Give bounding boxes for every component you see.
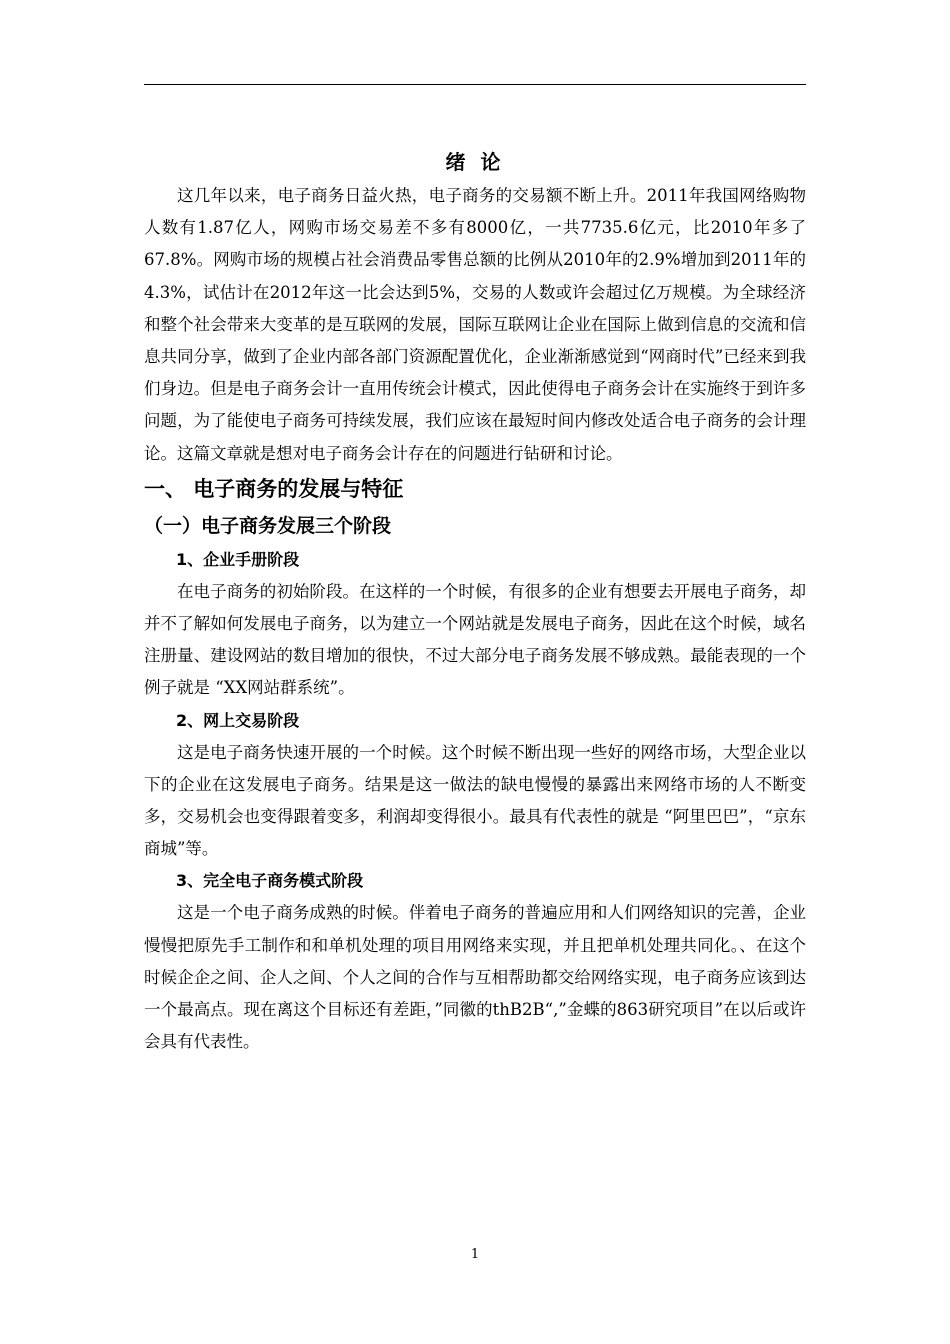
stage-heading: 2、网上交易阶段 [176, 710, 300, 730]
document-title: 绪 论 [445, 150, 505, 174]
page-content [144, 144, 806, 1058]
subsection-heading: （一）电子商务发展三个阶段 [144, 514, 392, 537]
stage-paragraph: 这是电子商务快速开展的一个时候。这个时候不断出现一些好的网络市场，大型企业以下的企业在这发展电子商务。结果是这一做法的缺电慢慢的暴露出来网络市场的人不断变多，交易机会也变得跟着变多，利润却变得很小。最具有代表性的就是 “阿里巴巴”，“京东商城”等。 [144, 742, 806, 859]
stage-heading: 3、完全电子商务模式阶段 [176, 871, 364, 891]
stage-heading: 1、企业手册阶段 [176, 549, 300, 569]
header-rule [144, 84, 806, 85]
stage-paragraph: 这是一个电子商务成熟的时候。伴着电子商务的普遍应用和人们网络知识的完善，企业慢慢把原先手工制作和和单机处理的项目用网络来实现，并且把单机处理共同化。、在这个时候企企之间、企人之间、个人之间的合作与互相帮助都交给网络实现，电子商务应该到达一个最高点。现在离这个目标还有差距，”同徽的thB2B“,”金蝶的863研究项目”在以后或许会具有代表性。 [144, 903, 806, 1052]
page-number: 1 [470, 1247, 480, 1262]
intro-paragraph: 这几年以来，电子商务日益火热，电子商务的交易额不断上升。2011年我国网络购物人数有1.87亿人，网购市场交易差不多有8000亿，一共7735.6亿元，比2010年多了67.8%。网购市场的规模占社会消费品零售总额的比例从2010年的2.9%增加到2011年的4.3%，试估计在2012年这一比会达到5%，交易的人数或许会超过亿万规模。为全球经济和整个社会带来大变革的是互联网的发展，国际互联网让企业在国际上做到信息的交流和信息共同分享，做到了企业内部各部门资源配置优化，企业渐渐感觉到“网商时代”已经来到我们身边。但是电子商务会计一直用传统会计模式，因此使得电子商务会计在实施终于到许多问题，为了能使电子商务可持续发展，我们应该在最短时间内修改处适合电子商务的会计理论。这篇文章就是想对电子商务会计存在的问题进行钻研和讨论。 [144, 186, 806, 463]
section-heading: 一、 电子商务的发展与特征 [144, 476, 404, 501]
stage-paragraph: 在电子商务的初始阶段。在这样的一个时候，有很多的企业有想要去开展电子商务，却并不了解如何发展电子商务，以为建立一个网站就是发展电子商务，因此在这个时候，域名注册量、建设网站的数目增加的很快，不过大部分电子商务发展不够成熟。最能表现的一个例子就是 “XX网站群系统”。 [144, 581, 806, 698]
